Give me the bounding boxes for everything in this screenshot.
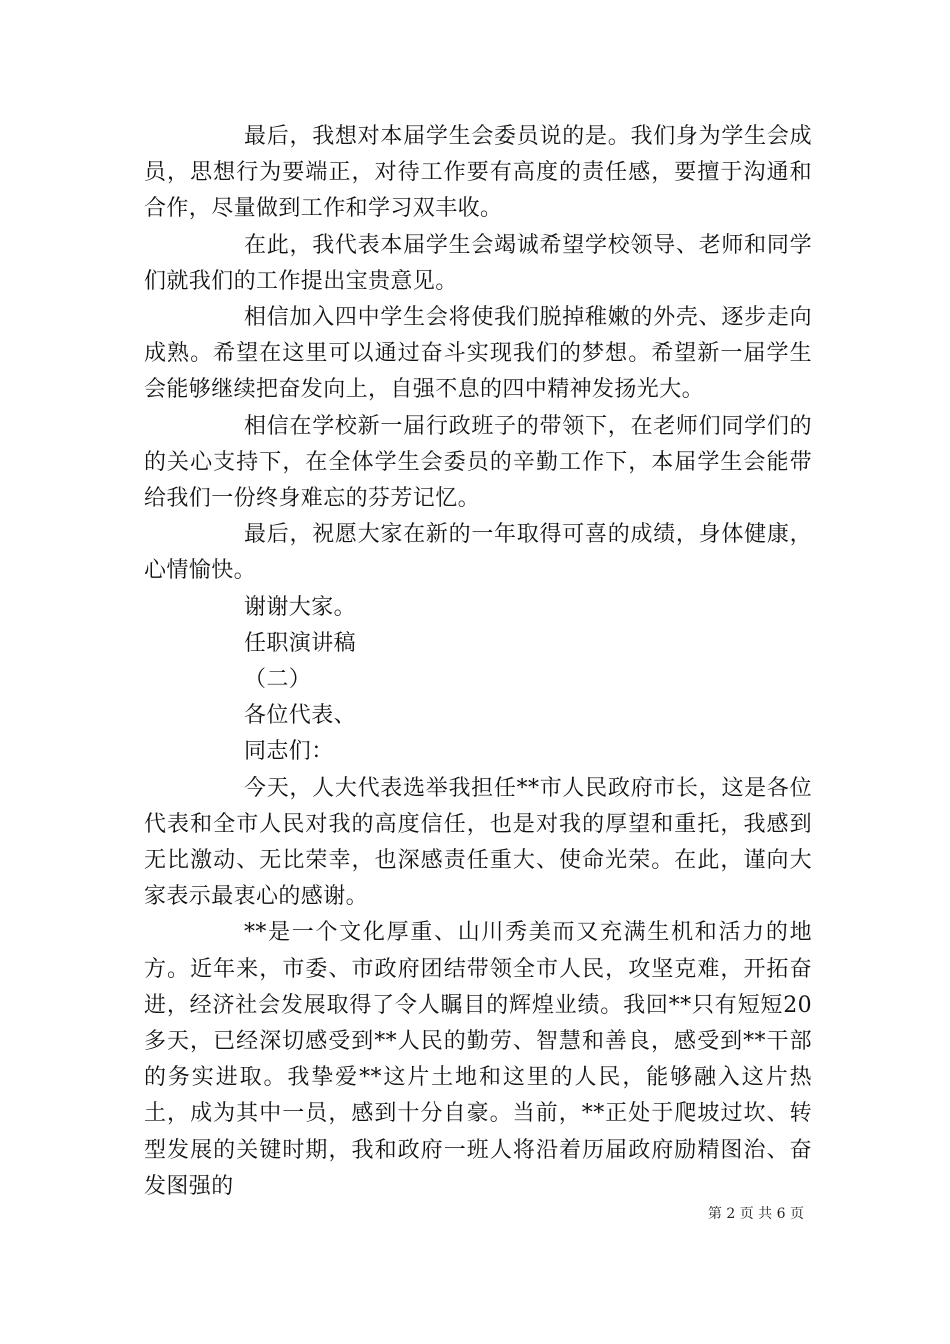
paragraph-5: 最后，祝愿大家在新的一年取得可喜的成绩，身体健康，心情愉快。 (144, 522, 812, 584)
paragraph-1: 最后，我想对本届学生会委员说的是。我们身为学生会成员，思想行为要端正，对待工作要有高度的责任感，要擅于沟通和合作，尽量做到工作和学习双丰收。 (144, 124, 812, 222)
document-body (144, 119, 812, 1205)
page-number-footer: 第 2 页 共 6 页 (707, 1206, 804, 1222)
paragraph-4: 相信在学校新一届行政班子的带领下，在老师们同学们的的关心支持下，在全体学生会委员的辛勤工作下，本届学生会能带给我们一份终身难忘的芬芳记忆。 (144, 413, 812, 512)
paragraph-thanks: 谢谢大家。 (244, 594, 357, 620)
section-number: （二） (244, 667, 312, 693)
paragraph-7: **是一个文化厚重、山川秀美而又充满生机和活力的地方。近年来，市委、市政府团结带领全市人民，攻坚克难，开拓奋进，经济社会发展取得了令人瞩目的辉煌业绩。我回**只有短短20多天，已经深切感受到**人民的勤劳、智慧和善良，感受到**干部的务实进取。我挚爱**这片土地和这里的人民，能够融入这片热土，成为其中一员，感到十分自豪。当前，**正处于爬坡过坎、转型发展的关键时期，我和政府一班人将沿着历届政府励精图治、奋发图强的 (144, 920, 812, 1199)
paragraph-2: 在此，我代表本届学生会竭诚希望学校领导、老师和同学们就我们的工作提出宝贵意见。 (144, 232, 812, 294)
salutation-line-2: 同志们： (244, 739, 334, 765)
salutation-line-1: 各位代表、 (244, 703, 357, 729)
paragraph-6: 今天，人大代表选举我担任**市人民政府市长，这是各位代表和全市人民对我的高度信任，也是对我的厚望和重托，我感到无比激动、无比荣幸，也深感责任重大、使命光荣。在此，谨向大家表示最衷心的感谢。 (144, 775, 812, 910)
paragraph-3: 相信加入四中学生会将使我们脱掉稚嫩的外壳、逐步走向成熟。希望在这里可以通过奋斗实现我们的梦想。希望新一届学生会能够继续把奋发向上，自强不息的四中精神发扬光大。 (144, 305, 812, 403)
section-title: 任职演讲稿 (244, 630, 357, 656)
